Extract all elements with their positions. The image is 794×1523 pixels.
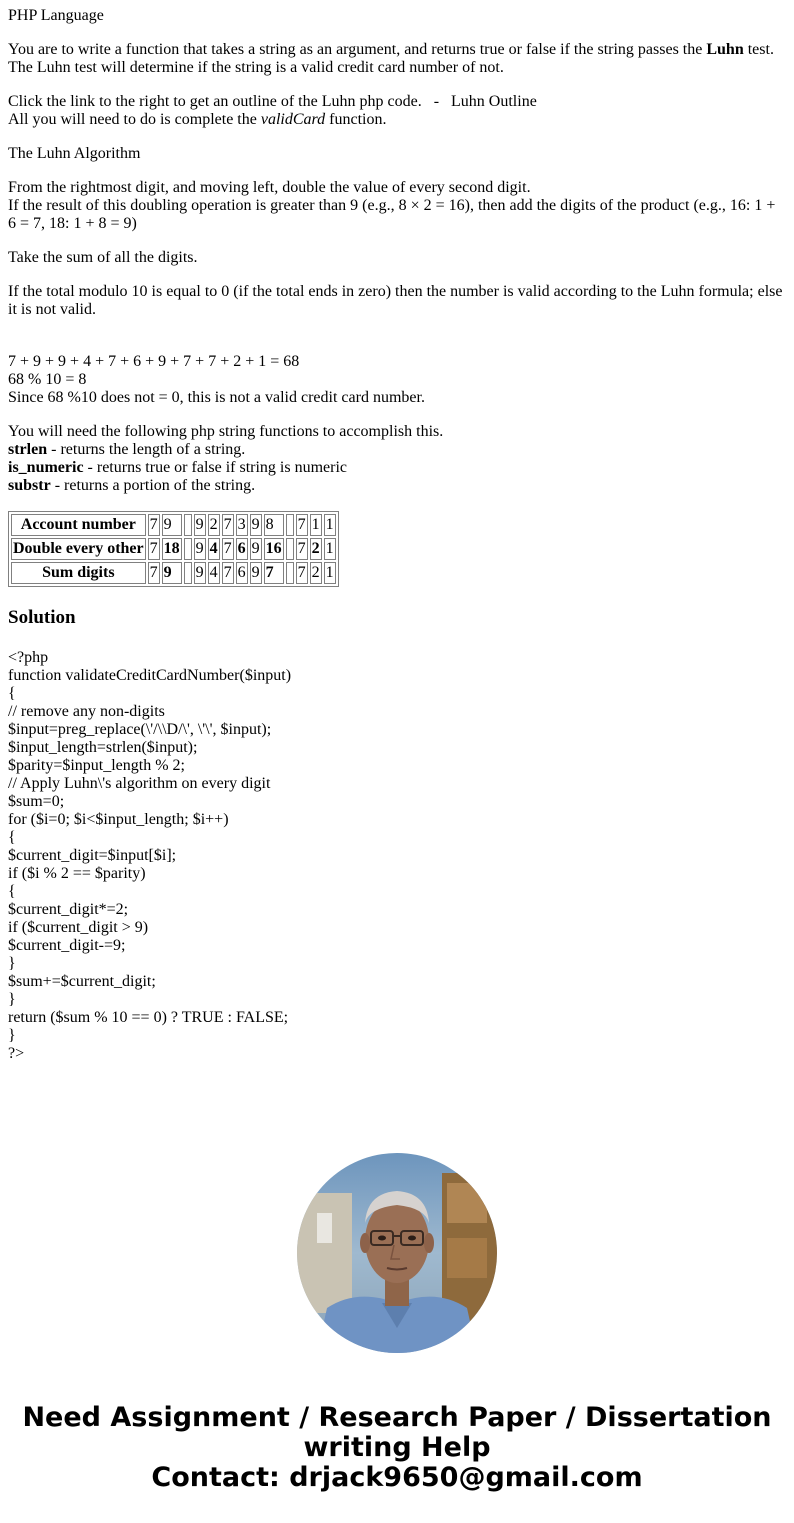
- digit-cell: 9: [194, 562, 206, 584]
- digit-cell: 7: [296, 562, 308, 584]
- row-header: Double every other: [11, 538, 146, 560]
- example-calculation: 7 + 9 + 9 + 4 + 7 + 6 + 9 + 7 + 7 + 2 + 1 = 68 68 % 10 = 8 Since 68 %10 does not = 0, this is not a valid credit card number.: [8, 353, 425, 406]
- footer-help-line: Need Assignment / Research Paper / Dissertation writing Help: [22, 1402, 772, 1463]
- digit-cell: 9: [194, 514, 206, 536]
- code-line: if ($i % 2 == $parity): [8, 865, 146, 882]
- algorithm-step-3: Take the sum of all the digits.: [8, 249, 198, 266]
- algorithm-step-1-2: From the rightmost digit, and moving left, double the value of every second digit. If the result of this doubling operation is greater than 9 (e.g., 8 × 2 = 16), then add the digits of the product (e.g., 16: 1 + 6 = 7, 18: 1 + 8 = 9): [8, 179, 776, 232]
- code-line: $current_digit-=9;: [8, 937, 126, 954]
- digit-cell: 9: [162, 514, 182, 536]
- algorithm-heading: The Luhn Algorithm: [8, 145, 141, 162]
- digit-cell: 9: [250, 514, 262, 536]
- code-line: {: [8, 829, 16, 846]
- link-paragraph: Click the link to the right to get an outline of the Luhn php code. - Luhn Outline All you will need to do is complete the validCard function.: [8, 93, 537, 128]
- digit-cell: 7: [148, 514, 160, 536]
- avatar: [297, 1153, 497, 1353]
- digit-cell: 1: [324, 538, 336, 560]
- table-row: [11, 514, 336, 536]
- fn-strlen: strlen: [8, 441, 48, 458]
- digit-cell: [184, 514, 192, 536]
- code-line: $current_digit*=2;: [8, 901, 129, 918]
- code-line: for ($i=0; $i<$input_length; $i++): [8, 811, 229, 828]
- footer-email-line: Contact: drjack9650@gmail.com: [151, 1462, 643, 1493]
- solution-heading: Solution: [8, 607, 76, 628]
- digit-cell: [286, 538, 294, 560]
- digit-cell: 9: [250, 562, 262, 584]
- digit-cell: 7: [296, 514, 308, 536]
- digit-cell: 4: [208, 538, 220, 560]
- code-line: function validateCreditCardNumber($input): [8, 667, 292, 684]
- digit-cell: 2: [310, 562, 322, 584]
- fn-substr: substr: [8, 477, 51, 494]
- digit-cell: 7: [148, 538, 160, 560]
- digit-cell: 7: [222, 562, 234, 584]
- validcard-italic: validCard: [260, 111, 326, 128]
- code-line: $input=preg_replace(\'/\\D/\', \'\', $input);: [8, 721, 272, 738]
- solution-code: [8, 649, 786, 1063]
- digit-cell: 16: [264, 538, 284, 560]
- footer-contact: [0, 1403, 794, 1493]
- digit-cell: 8: [264, 514, 284, 536]
- code-line: // Apply Luhn\'s algorithm on every digit: [8, 775, 271, 792]
- digit-cell: 7: [148, 562, 160, 584]
- code-line: }: [8, 1027, 16, 1044]
- digit-cell: [286, 562, 294, 584]
- code-line: $input_length=strlen($input);: [8, 739, 198, 756]
- code-line: $sum+=$current_digit;: [8, 973, 156, 990]
- table-row: [11, 562, 336, 584]
- digit-cell: 7: [222, 514, 234, 536]
- luhn-bold: Luhn: [706, 41, 744, 58]
- digit-cell: 6: [236, 562, 248, 584]
- digit-cell: 9: [250, 538, 262, 560]
- table-row: [11, 538, 336, 560]
- code-line: $parity=$input_length % 2;: [8, 757, 185, 774]
- digit-cell: 9: [194, 538, 206, 560]
- code-line: $sum=0;: [8, 793, 65, 810]
- intro-paragraph: You are to write a function that takes a string as an argument, and returns true or false if the string passes the Luhn test. The Luhn test will determine if the string is a valid credit card number of not.: [8, 41, 774, 76]
- digit-cell: 4: [208, 562, 220, 584]
- code-line: $current_digit=$input[$i];: [8, 847, 177, 864]
- code-line: // remove any non-digits: [8, 703, 165, 720]
- digit-cell: [286, 514, 294, 536]
- code-line: }: [8, 955, 16, 972]
- digit-cell: 7: [222, 538, 234, 560]
- digit-cell: 7: [296, 538, 308, 560]
- code-line: ?>: [8, 1045, 25, 1062]
- row-header: Sum digits: [11, 562, 146, 584]
- digit-cell: 2: [310, 538, 322, 560]
- avatar-photo: [297, 1153, 497, 1353]
- code-line: return ($sum % 10 == 0) ? TRUE : FALSE;: [8, 1009, 289, 1026]
- digit-cell: 2: [208, 514, 220, 536]
- digit-cell: 1: [310, 514, 322, 536]
- algorithm-step-4: If the total modulo 10 is equal to 0 (if the total ends in zero) then the number is valid according to the Luhn formula; else it is not valid.: [8, 283, 783, 318]
- digit-cell: 7: [264, 562, 284, 584]
- digit-cell: 6: [236, 538, 248, 560]
- digit-cell: 1: [324, 514, 336, 536]
- code-line: <?php: [8, 649, 49, 666]
- digit-cell: [184, 562, 192, 584]
- code-line: {: [8, 685, 16, 702]
- code-line: }: [8, 991, 16, 1008]
- luhn-table: [8, 511, 339, 587]
- functions-list: You will need the following php string functions to accomplish this. strlen - returns the length of a string. is_numeric - returns true or false if string is numeric substr - returns a portion of the string.: [8, 423, 444, 494]
- digit-cell: [184, 538, 192, 560]
- fn-is-numeric: is_numeric: [8, 459, 84, 476]
- digit-cell: 9: [162, 562, 182, 584]
- row-header: Account number: [11, 514, 146, 536]
- code-line: {: [8, 883, 16, 900]
- digit-cell: 3: [236, 514, 248, 536]
- luhn-outline-link[interactable]: Luhn Outline: [451, 93, 537, 110]
- page-title: PHP Language: [8, 7, 104, 24]
- digit-cell: 18: [162, 538, 182, 560]
- digit-cell: 1: [324, 562, 336, 584]
- code-line: if ($current_digit > 9): [8, 919, 149, 936]
